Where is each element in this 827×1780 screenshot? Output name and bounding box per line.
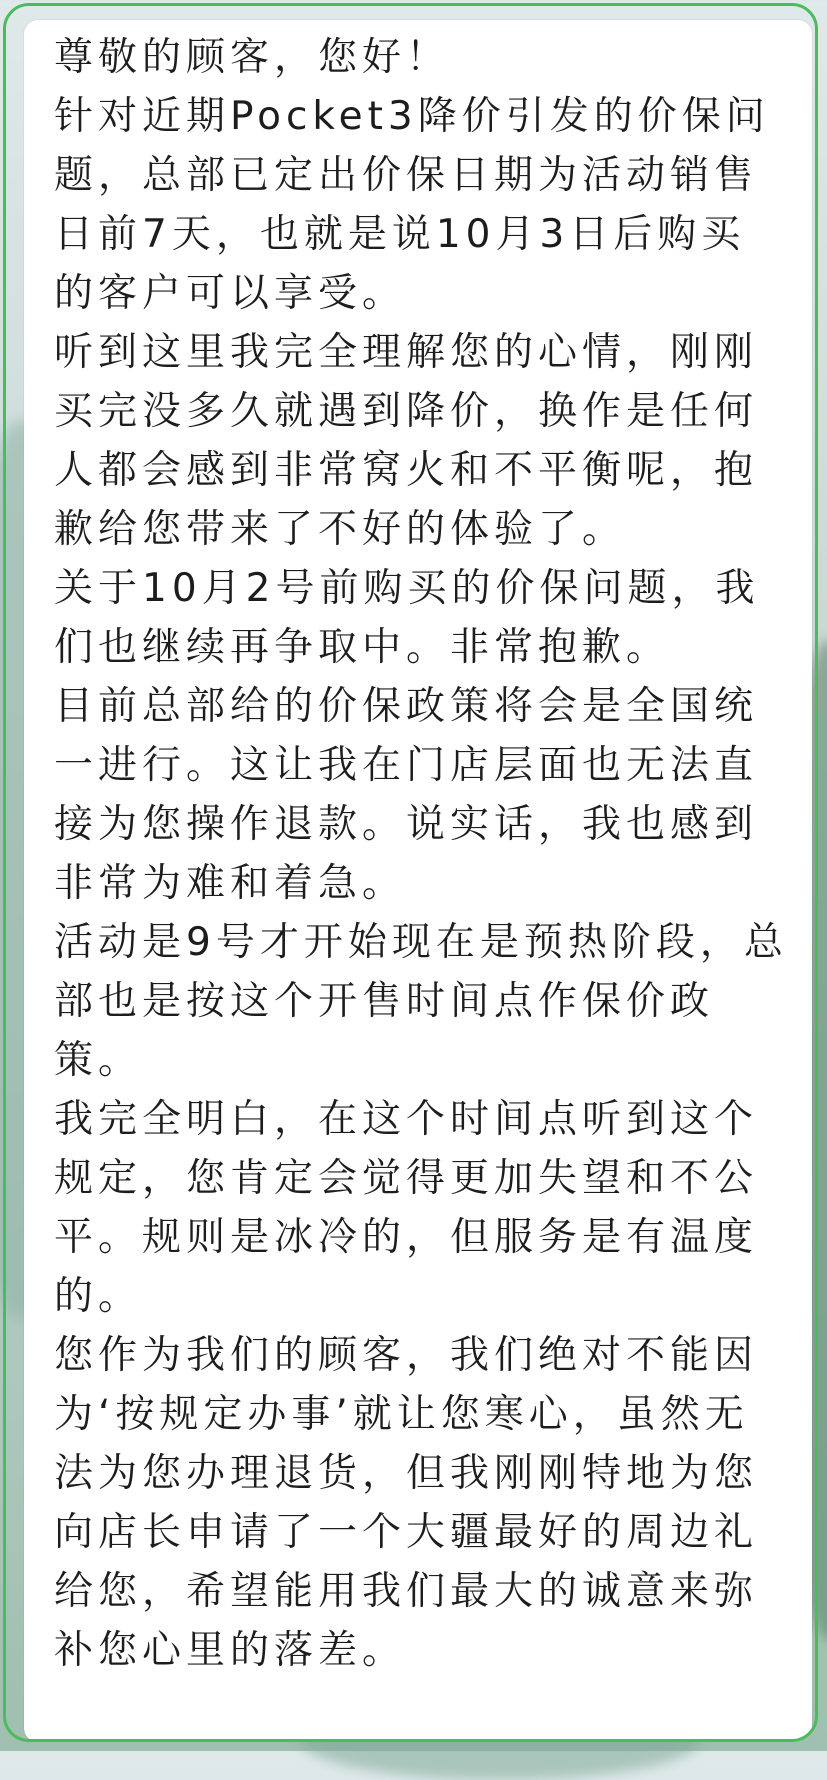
letter-text: 尊敬的顾客，您好！ 针对近期Pocket3降价引发的价保问题，总部已定出价保日期为活动销售日前7天，也就是说10月3日后购买的客户可以享受。 听到这里我完全理解您的心情，刚刚买完没多久就遇到降价，换作是任何人都会感到非常窝火和不平衡呢，抱歉给您带来了不好的体验了。 关于10月2号前购买的价保问题，我们也继续再争取中。非常抱歉。 目前总部给的价保政策将会是全国统一进行。这让我在门店层面也无法直接为您操作退款。说实话，我也感到非常为难和着急。 活动是9号才开始现在是预热阶段，总部也是按这个开售时间点作保价政策。 我完全明白，在这个时间点听到这个规定，您肯定会觉得更加失望和不公平。规则是冰冷的，但服务是有温度的。 您作为我们的顾客，我们绝对不能因为‘按规定办事’就让您寒心，虽然无法为您办理退货，但我刚刚特地为您向店长申请了一个大疆最好的周边礼给您，希望能用我们最大的诚意来弥补您心里的落差。 bbox=[54, 35, 788, 1673]
